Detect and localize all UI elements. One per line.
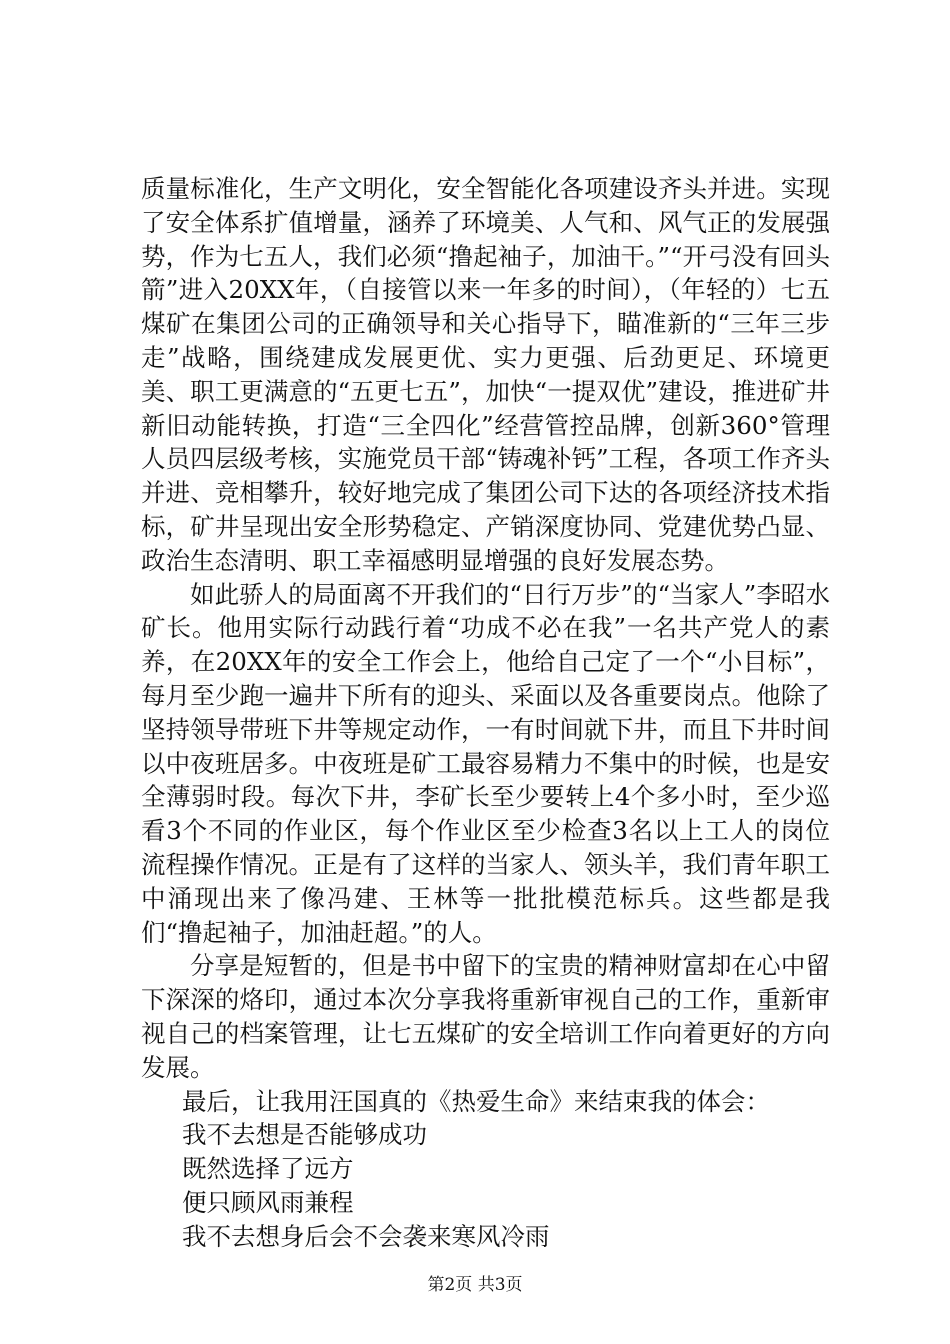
page-footer: 第2页 共3页 <box>427 1275 523 1295</box>
poem-line: 便只顾风雨兼程 <box>182 1187 354 1217</box>
poem-line: 既然选择了远方 <box>182 1154 354 1184</box>
body-paragraph: 如此骄人的局面离不开我们的“日行万步”的“当家人”李昭水矿长。他用实际行动践行着“功成不必在我”一名共产党人的素养，在20XX年的安全工作会上，他给自己定了一个“小目标”，每月至少跑一遍井下所有的迎头、采面以及各重要岗点。他除了坚持领导带班下井等规定动作，一有时间就下井，而且下井时间以中夜班居多。中夜班是矿工最容易精力不集中的时候，也是安全薄弱时段。每次下井，李矿长至少要转上4个多小时，至少巡看3个不同的作业区，每个作业区至少检查3名以上工人的岗位流程操作情况。正是有了这样的当家人、领头羊，我们青年职工中涌现出来了像冯建、王林等一批批模范标兵。这些都是我们“撸起袖子，加油赶超。”的人。 <box>141 579 830 947</box>
body-paragraph: 分享是短暂的，但是书中留下的宝贵的精神财富却在心中留下深深的烙印，通过本次分享我将重新审视自己的工作，重新审视自己的档案管理，让七五煤矿的安全培训工作向着更好的方向发展。 <box>141 951 830 1082</box>
poem-line: 我不去想是否能够成功 <box>182 1120 427 1150</box>
poem-line: 我不去想身后会不会袭来寒风冷雨 <box>182 1221 550 1251</box>
document-body <box>141 172 830 1254</box>
poem-intro-line: 最后，让我用汪国真的《热爱生命》来结束我的体会： <box>182 1086 770 1116</box>
body-paragraph: 质量标准化，生产文明化，安全智能化各项建设齐头并进。实现了安全体系扩值增量，涵养了环境美、人气和、风气正的发展强势，作为七五人，我们必须“撸起袖子，加油干。”“开弓没有回头箭”进入20XX年，（自接管以来一年多的时间），（年轻的）七五煤矿在集团公司的正确领导和关心指导下，瞄准新的“三年三步走”战略，围绕建成发展更优、实力更强、后劲更足、环境更美、职工更满意的“五更七五”，加快“一提双优”建设，推进矿井新旧动能转换，打造“三全四化”经营管控品牌，创新360°管理人员四层级考核，实施党员干部“铸魂补钙”工程，各项工作齐头并进、竞相攀升，较好地完成了集团公司下达的各项经济技术指标，矿井呈现出安全形势稳定、产销深度协同、党建优势凸显、政治生态清明、职工幸福感明显增强的良好发展态势。 <box>141 174 830 575</box>
